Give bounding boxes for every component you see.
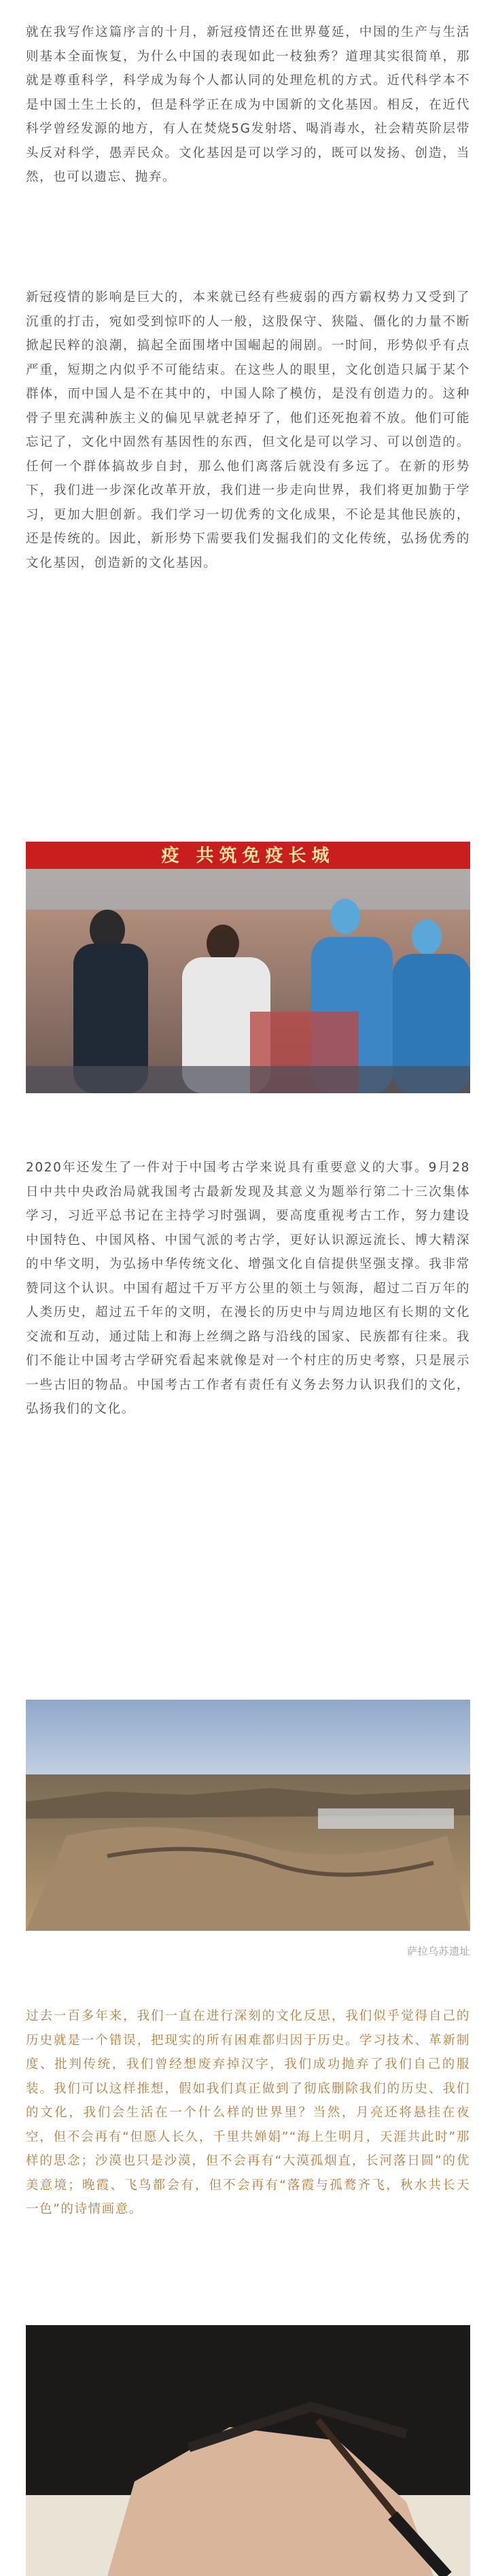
paragraph-covid-impact: 新冠疫情的影响是巨大的，本来就已经有些疲弱的西方霸权势力又受到了沉重的打击，宛如受到惊吓的人一般，这股保守、狭隘、僵化的力量不断掀起民粹的浪潮，搞起全面围堵中国崛起的闹剧。一时间，形势似乎有点严重，短期之内似乎不可能结束。在这些人的眼里，文化创造只属于某个群体，而中国人是不在其中的，中国人除了模仿，是没有创造力的。这种骨子里充满种族主义的偏见早就老掉牙了，他们还死抱着不放。他们可能忘记了，文化中固然有基因性的东西，但文化是可以学习、可以创造的。任何一个群体搞故步自封，那么他们离落后就没有多远了。在新的形势下，我们进一步深化改革开放，我们进一步走向世界，我们将更加勤于学习，更加大胆创新。我们学习一切优秀的文化成果，不论是其他民族的，还是传统的。因此，新形势下需要我们发掘我们的文化传统，弘扬优秀的文化基因，创造新的文化基因。 [26, 290, 470, 570]
photo-caption: 萨拉乌苏遗址 [406, 1945, 470, 1957]
landscape-photo [26, 1700, 470, 1931]
banner-text: 疫 共筑免疫长城 [161, 846, 335, 866]
paragraph-covid-science: 就在我写作这篇序言的十月，新冠疫情还在世界蔓延，中国的生产与生活则基本全面恢复，为什么中国的表现如此一枝独秀？道理其实很简单，那就是尊重科学，科学成为每个人都认同的处理危机的方式。近代科学本不是中国土生土长的，但是科学正在成为中国新的文化基因。相反，在近代科学曾经发源的地方，有人在焚烧5G发射塔、喝消毒水，社会精英阶层带头反对科学，愚弄民众。文化基因是可以学习的，既可以发扬、创造，当然，也可以遗忘、抛弃。 [26, 25, 470, 184]
paragraph-cultural-reflection: 过去一百多年来，我们一直在进行深刻的文化反思，我们似乎觉得自己的历史就是一个错误，把现实的所有困难都归因于历史。学习技术、革新制度、批判传统，我们曾经想废弃掉汉字，我们成功抛弃了我们自己的服装。我们可以这样推想，假如我们真正做到了彻底删除我们的历史、我们的文化，我们会生活在一个什么样的世界里？当然，月亮还将悬挂在夜空，但不会再有“但愿人长久，千里共婵娟”“海上生明月，天涯共此时”那样的思念；沙漠也只是沙漠，但不会再有“大漠孤烟直，长河落日圆”的优美意境；晚霞、飞鸟都会有，但不会再有“落霞与孤鹜齐飞，秋水共长天一色”的诗情画意。 [26, 2009, 470, 2216]
vaccination-photo [26, 842, 470, 1093]
calligraphy-brush-image [26, 2325, 470, 2576]
vaccination-scene-image [26, 842, 470, 1093]
paragraph-archaeology: 2020年还发生了一件对于中国考古学来说具有重要意义的大事。9月28日中共中央政治局就我国考古最新发现及其意义为题举行第二十三次集体学习，习近平总书记在主持学习时强调，要高度重视考古工作，努力建设中国特色、中国风格、中国气派的考古学，更好认识源远流长、博大精深的中华文明，为弘扬中华传统文化、增强文化自信提供坚强支撑。我非常赞同这个认识。中国有超过千万平方公里的领土与领海，超过二百万年的人类历史，超过五千年的文明，在漫长的历史中与周边地区有长期的文化交流和互动，通过陆上和海上丝绸之路与沿线的国家、民族都有往来。我们不能让中国考古学研究看起来就像是对一个村庄的历史考察，只是展示一些古旧的物品。中国考古工作者有责任有义务去努力认识我们的文化，弘扬我们的文化。 [26, 1161, 470, 1416]
salawusu-site-image [26, 1700, 470, 1931]
calligraphy-photo [26, 2325, 470, 2576]
